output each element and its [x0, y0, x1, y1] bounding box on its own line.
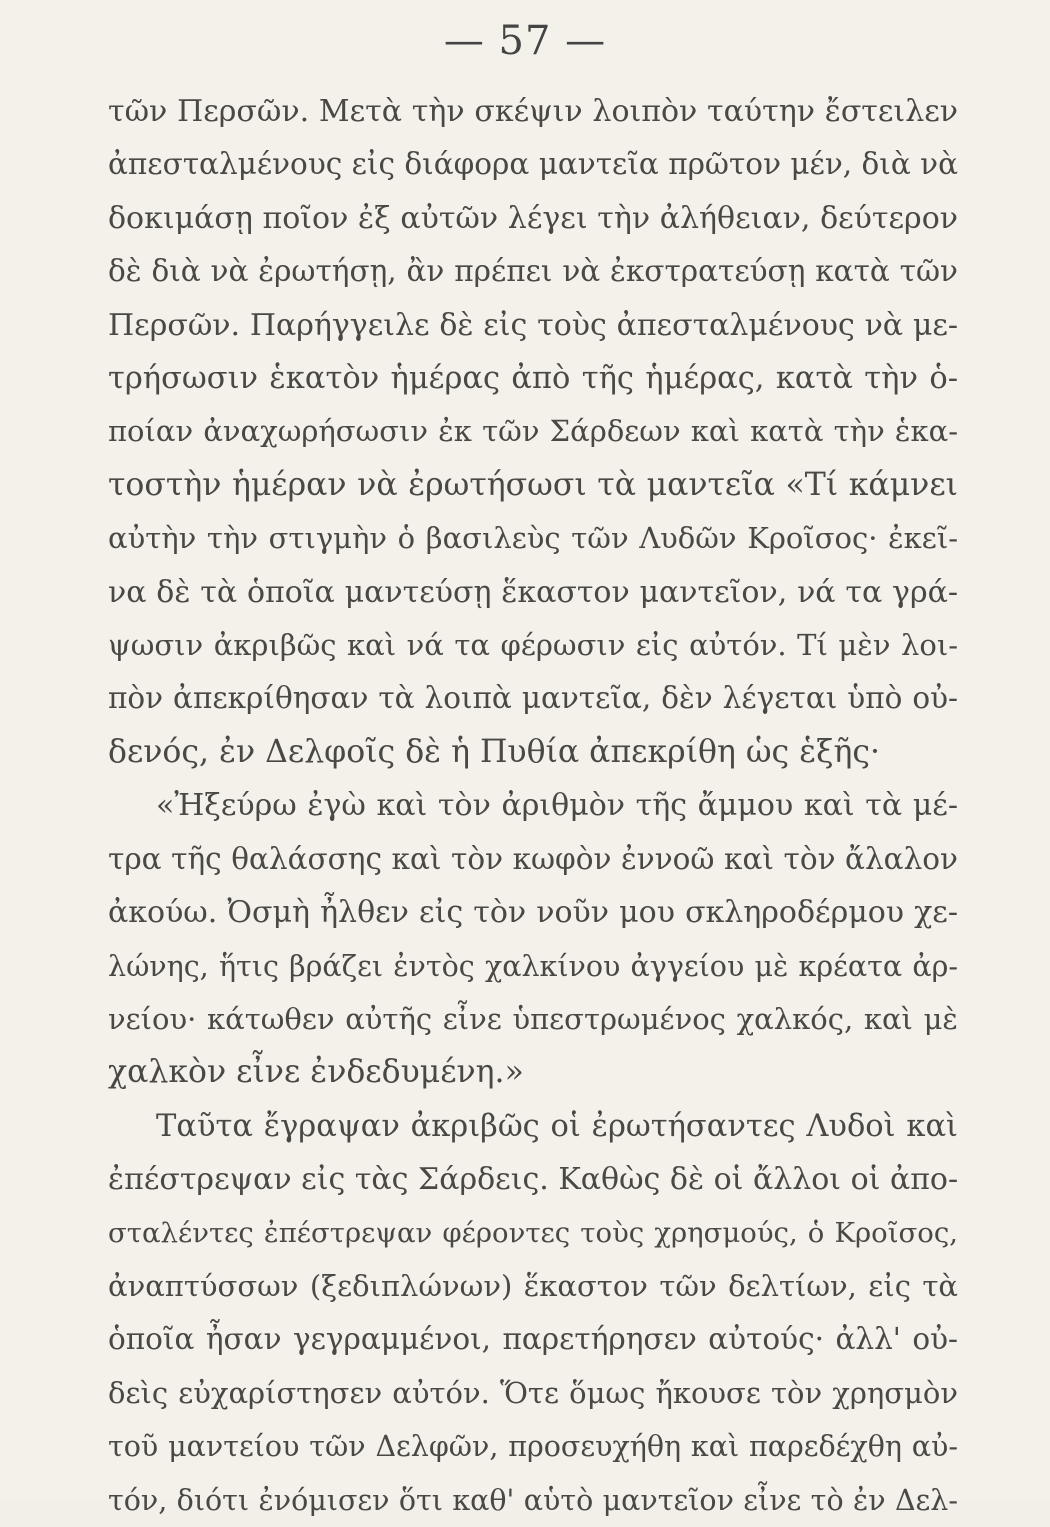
text-line: ποίαν ἀναχωρήσωσιν ἐκ τῶν Σάρδεων καὶ κατὰ τὴν ἑκα-: [108, 414, 958, 449]
text-line: τοῦ μαντείου τῶν Δελφῶν, προσευχήθη καὶ παρεδέχθη αὐ-: [108, 1430, 958, 1464]
text-line: λώνης, ἥτις βράζει ἐντὸς χαλκίνου ἀγγείου μὲ κρέατα ἀρ-: [108, 949, 958, 983]
text-line: ἀπεσταλμένους εἰς διάφορα μαντεῖα πρῶτον μέν, διὰ νὰ: [108, 147, 958, 182]
text-line: Περσῶν. Παρήγγειλε δὲ εἰς τοὺς ἀπεσταλμένους νὰ με-: [108, 307, 958, 343]
text-line: νείου· κάτωθεν αὐτῆς εἶνε ὑπεστρωμένος χαλκός, καὶ μὲ: [108, 1001, 958, 1036]
text-line: τρα τῆς θαλάσσης καὶ τὸν κωφὸν ἐννοῶ καὶ τὸν ἄλαλον: [108, 841, 958, 876]
page-number: — 57 —: [443, 18, 607, 64]
text-line: τρήσωσιν ἑκατὸν ἡμέρας ἀπὸ τῆς ἡμέρας, κατὰ τὴν ὁ-: [108, 361, 958, 397]
text-line: δενός, ἐν Δελφοῖς δὲ ἡ Πυθία ἀπεκρίθη ὡς ἑξῆς·: [108, 733, 880, 770]
text-line: ἀναπτύσσων (ξεδιπλώνων) ἕκαστον τῶν δελτίων, εἰς τὰ: [108, 1268, 958, 1303]
text-line: ὁποῖα ἦσαν γεγραμμένοι, παρετήρησεν αὐτούς· ἀλλ' οὐ-: [108, 1322, 958, 1357]
text-line: ἐπέστρεψαν εἰς τὰς Σάρδεις. Καθὼς δὲ οἱ ἄλλοι οἱ ἀπο-: [108, 1162, 959, 1198]
text-line: «Ἠξεύρω ἐγὼ καὶ τὸν ἀριθμὸν τῆς ἄμμου καὶ τὰ μέ-: [156, 788, 958, 824]
text-line: σταλέντες ἐπέστρεψαν φέροντες τοὺς χρησμούς, ὁ Κροῖσος,: [108, 1216, 958, 1249]
text-line: τοστὴν ἡμέραν νὰ ἐρωτήσωσι τὰ μαντεῖα «Τί κάμνει: [108, 466, 958, 503]
text-line: αὐτὴν τὴν στιγμὴν ὁ βασιλεὺς τῶν Λυδῶν Κροῖσος· ἐκεῖ-: [108, 521, 958, 556]
text-line: πὸν ἀπεκρίθησαν τὰ λοιπὰ μαντεῖα, δὲν λέγεται ὑπὸ οὐ-: [108, 681, 958, 716]
body-text: [108, 85, 958, 1527]
text-line: τῶν Περσῶν. Μετὰ τὴν σκέψιν λοιπὸν ταύτην ἔστειλεν: [108, 94, 958, 129]
text-line: δοκιμάσῃ ποῖον ἐξ αὐτῶν λέγει τὴν ἀλήθειαν, δεύτερον: [108, 200, 958, 236]
text-line: δὲ διὰ νὰ ἐρωτήσῃ, ἂν πρέπει νὰ ἐκστρατεύσῃ κατὰ τῶν: [108, 254, 958, 289]
text-line: τόν, διότι ἐνόμισεν ὅτι καθ' αὑτὸ μαντεῖον εἶνε τὸ ἐν Δελ-: [108, 1483, 958, 1517]
text-line: ἀκούω. Ὀσμὴ ἦλθεν εἰς τὸν νοῦν μου σκληροδέρμου χε-: [108, 895, 958, 931]
text-line: ψωσιν ἀκριβῶς καὶ νά τα φέρωσιν εἰς αὐτόν. Τί μὲν λοι-: [108, 628, 958, 663]
text-line: χαλκὸν εἶνε ἐνδεδυμένη.»: [108, 1054, 524, 1091]
text-line: Ταῦτα ἔγραψαν ἀκριβῶς οἱ ἐρωτήσαντες Λυδοὶ καὶ: [156, 1108, 958, 1144]
text-line: δεὶς εὐχαρίστησεν αὐτόν. Ὅτε ὅμως ἤκουσε τὸν χρησμὸν: [108, 1375, 958, 1410]
text-line: να δὲ τὰ ὁποῖα μαντεύσῃ ἕκαστον μαντεῖον, νά τα γρά-: [108, 574, 958, 610]
